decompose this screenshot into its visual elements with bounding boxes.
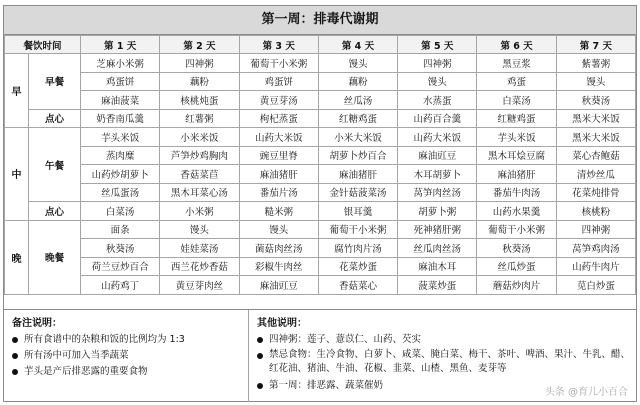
dish-cell: 藕粉 [318, 72, 397, 91]
dish-cell: 苋白炒蛋 [556, 276, 635, 295]
dish-cell: 花菜炒蛋 [318, 257, 397, 276]
dish-cell: 黄豆芽汤 [239, 91, 318, 110]
day-header: 第 4 天 [318, 36, 397, 54]
dish-cell: 腐竹肉片汤 [318, 239, 397, 258]
dish-cell: 藕粉 [160, 72, 239, 91]
dish-cell: 麻油猪肝 [477, 165, 556, 184]
dish-cell: 小米大米饭 [318, 128, 397, 147]
day-header: 第 3 天 [239, 36, 318, 54]
dish-cell: 娃娃菜汤 [160, 239, 239, 258]
dish-cell: 四神粥 [160, 54, 239, 73]
dish-cell: 白菜汤 [477, 91, 556, 110]
dish-cell: 枸杞蒸蛋 [239, 109, 318, 128]
dish-cell: 奶香南瓜羹 [81, 109, 160, 128]
dish-cell: 菜心杏鲍菇 [556, 146, 635, 165]
dish-cell: 紫薯粥 [556, 54, 635, 73]
dish-cell: 丝瓜蛋汤 [81, 183, 160, 202]
dish-cell: 莴笋肉丝汤 [398, 183, 477, 202]
dish-cell: 四神粥 [556, 220, 635, 239]
header-corner: 餐饮时间 [5, 36, 81, 54]
dish-cell: 菌菇肉丝汤 [239, 239, 318, 258]
day-header: 第 5 天 [398, 36, 477, 54]
dish-cell: 小米米饭 [160, 128, 239, 147]
dish-cell: 葡萄干小米粥 [477, 220, 556, 239]
dish-cell: 馒头 [556, 72, 635, 91]
dish-cell: 蒸肉糜 [81, 146, 160, 165]
dish-cell: 糙米粥 [239, 202, 318, 221]
notes-section [4, 309, 636, 402]
dish-cell: 芝麻小米粥 [81, 54, 160, 73]
dish-cell: 金针菇菠菜汤 [318, 183, 397, 202]
remarks-panel [4, 310, 249, 402]
dish-cell: 彩椒牛肉丝 [239, 257, 318, 276]
day-header: 第 2 天 [160, 36, 239, 54]
list-item: 四神粥：莲子、薏苡仁、山药、芡实 [255, 332, 636, 348]
table-row [5, 128, 636, 147]
dish-cell: 荷兰豆炒百合 [81, 257, 160, 276]
dish-cell: 小米粥 [160, 202, 239, 221]
dish-cell: 山药炒胡萝卜 [81, 165, 160, 184]
dish-cell: 鸡蛋 [477, 72, 556, 91]
day-header: 第 7 天 [556, 36, 635, 54]
dish-cell: 白菜汤 [81, 202, 160, 221]
dish-cell: 红糖鸡蛋 [477, 109, 556, 128]
dish-cell: 黑木耳菜心汤 [160, 183, 239, 202]
dish-cell: 芋头米饭 [477, 128, 556, 147]
dish-cell: 馒头 [318, 54, 397, 73]
table-row [5, 72, 636, 91]
dish-cell: 黑米大米饭 [556, 128, 635, 147]
dish-cell: 豌豆里脊 [239, 146, 318, 165]
dish-cell: 麻油木耳 [398, 257, 477, 276]
dish-cell: 香菇菜苣 [160, 165, 239, 184]
dish-cell: 葡萄干小米粥 [318, 220, 397, 239]
meal-sub-label: 早餐 [29, 54, 81, 110]
dish-cell: 山药百合羹 [398, 109, 477, 128]
dish-cell: 水蒸蛋 [398, 91, 477, 110]
dish-cell: 面条 [81, 220, 160, 239]
dish-cell: 黑木耳烩豆腐 [477, 146, 556, 165]
other-notes-heading: 其他说明： [257, 318, 307, 329]
dish-cell: 香菇菜心 [318, 276, 397, 295]
dish-cell: 四神粥 [398, 54, 477, 73]
dish-cell: 莴笋鸡肉汤 [556, 239, 635, 258]
dish-cell: 麻油豇豆 [239, 276, 318, 295]
dish-cell: 葡萄干小米粥 [239, 54, 318, 73]
dish-cell: 花菜炖排骨 [556, 183, 635, 202]
table-row [5, 109, 636, 128]
dish-cell: 银耳羹 [318, 202, 397, 221]
day-header: 第 1 天 [81, 36, 160, 54]
dish-cell: 核桃粉 [556, 202, 635, 221]
meal-plan-sheet [3, 5, 637, 402]
dish-cell: 麻油猪肝 [239, 165, 318, 184]
meal-table [4, 35, 636, 295]
dish-cell: 麻油豇豆 [398, 146, 477, 165]
meal-sub-label: 晚餐 [29, 220, 81, 294]
meal-label: 晚 [5, 220, 29, 294]
dish-cell: 山药鸡丁 [81, 276, 160, 295]
meal-sub-label: 午餐 [29, 128, 81, 202]
table-row [5, 239, 636, 258]
dish-cell: 秋葵汤 [556, 91, 635, 110]
dish-cell: 蘑菇炒肉片 [477, 276, 556, 295]
day-header: 第 6 天 [477, 36, 556, 54]
dish-cell: 芦笋炒鸡胸肉 [160, 146, 239, 165]
meal-label: 中 [5, 128, 29, 221]
list-item: 禁忌食物：生冷食物、白萝卜、咸菜、腌白菜、梅干、茶叶、啤酒、果汁、牛乳、醋、红花油、猪油、牛油、花椒、韭菜、山楂、黑鱼、麦芽等 [255, 348, 636, 376]
dish-cell: 馒头 [398, 72, 477, 91]
table-row [5, 220, 636, 239]
table-row [5, 165, 636, 184]
dish-cell: 胡萝卜粥 [398, 202, 477, 221]
dish-cell: 丝瓜汤 [318, 91, 397, 110]
dish-cell: 胡萝卜炒百合 [318, 146, 397, 165]
snack-label: 点心 [29, 202, 81, 221]
dish-cell: 芋头米饭 [81, 128, 160, 147]
dish-cell: 秋葵汤 [477, 239, 556, 258]
list-item: 第一周：排恶露、蔬菜催奶 [255, 378, 636, 394]
remarks-heading: 备注说明： [12, 318, 62, 329]
dish-cell: 鸡蛋饼 [81, 72, 160, 91]
dish-cell: 馒头 [160, 220, 239, 239]
dish-cell: 死神猪肝粥 [398, 220, 477, 239]
dish-cell: 菠菜炒蛋 [398, 276, 477, 295]
dish-cell: 木耳胡萝卜 [398, 165, 477, 184]
table-row [5, 54, 636, 73]
dish-cell: 番茄牛肉汤 [477, 183, 556, 202]
snack-label: 点心 [29, 109, 81, 128]
dish-cell: 黄豆芽肉丝 [160, 276, 239, 295]
list-item: 所有汤中可加入当季蔬菜 [10, 348, 248, 364]
dish-cell: 红糖鸡蛋 [318, 109, 397, 128]
watermark: 头条 @育儿小百合 [544, 387, 628, 398]
dish-cell: 黑豆浆 [477, 54, 556, 73]
table-row [5, 276, 636, 295]
dish-cell: 山药水果羹 [477, 202, 556, 221]
list-item: 所有食谱中的杂粮和饭的比例均为 1:3 [10, 332, 248, 348]
dish-cell: 番茄片汤 [239, 183, 318, 202]
dish-cell: 麻油菠菜 [81, 91, 160, 110]
header-row [5, 36, 636, 54]
table-row [5, 146, 636, 165]
table-row [5, 183, 636, 202]
remarks-list [4, 332, 248, 380]
dish-cell: 西兰花炒香菇 [160, 257, 239, 276]
dish-cell: 清炒丝瓜 [556, 165, 635, 184]
dish-cell: 红薯粥 [160, 109, 239, 128]
dish-cell: 山药大米饭 [239, 128, 318, 147]
table-row [5, 202, 636, 221]
dish-cell: 丝瓜肉丝汤 [398, 239, 477, 258]
dish-cell: 馒头 [239, 220, 318, 239]
dish-cell: 核桃炖蛋 [160, 91, 239, 110]
meal-label: 早 [5, 54, 29, 128]
dish-cell: 鸡蛋饼 [239, 72, 318, 91]
dish-cell: 麻油猪肝 [318, 165, 397, 184]
table-row [5, 257, 636, 276]
dish-cell: 丝瓜炒蛋 [477, 257, 556, 276]
page-title: 第一周：排毒代谢期 [4, 6, 636, 35]
dish-cell: 黑米大米饭 [556, 109, 635, 128]
dish-cell: 山药牛肉片 [556, 257, 635, 276]
list-item: 芋头是产后排恶露的重要食物 [10, 364, 248, 380]
dish-cell: 山药大米饭 [398, 128, 477, 147]
dish-cell: 秋葵汤 [81, 239, 160, 258]
table-row [5, 91, 636, 110]
